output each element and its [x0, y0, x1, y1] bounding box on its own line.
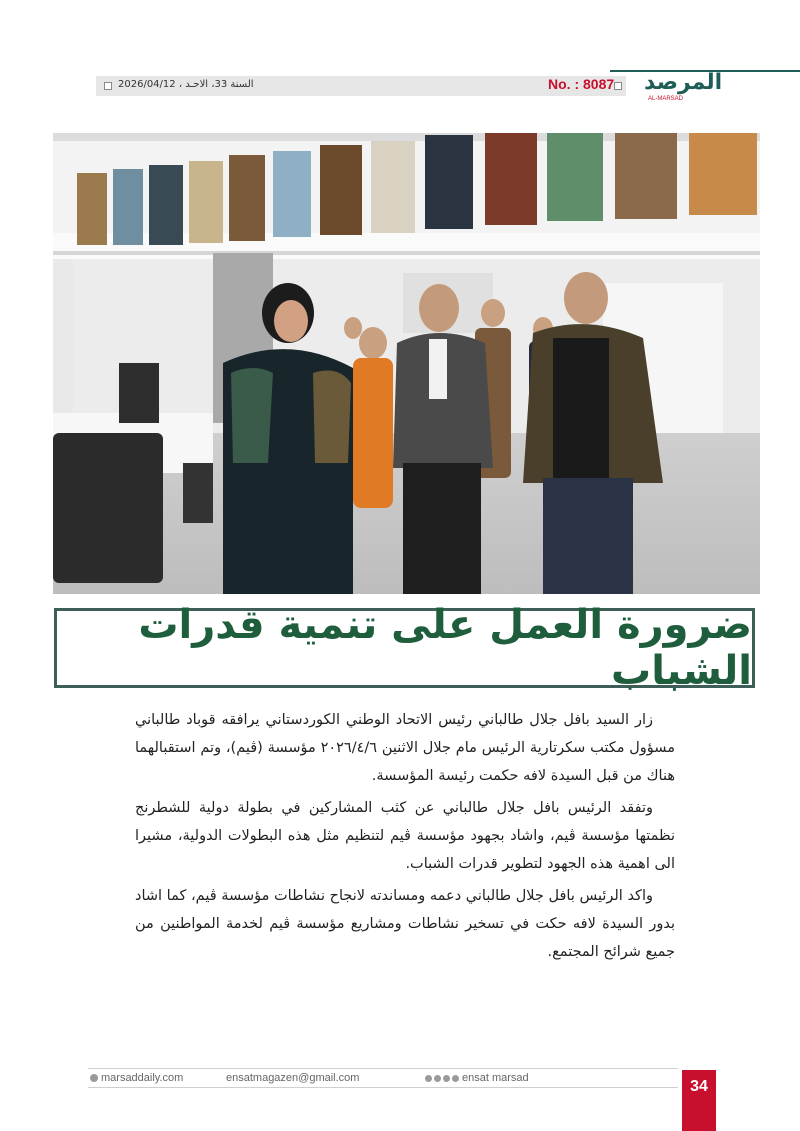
footer-divider-top [88, 1068, 678, 1069]
header-bar [96, 76, 626, 96]
article-paragraph-3: واكد الرئيس بافل جلال طالباني دعمه ومساندته لانجاح نشاطات مؤسسة ڤيم، كما اشاد بدور السيدة لافه حكت في تسخير نشاطات ومشاريع مؤسسة ڤيم لخدمة المواطنين من جميع شرائح المجتمع. [135, 888, 675, 960]
issue-number: No. : 8087 [548, 76, 615, 92]
article-paragraph-1: زار السيد بافل جلال طالباني رئيس الاتحاد الوطني الكوردستاني يرافقه قوباد طالباني مسؤول مكتب سكرتارية الرئيس مام جلال الاثنين ٢٠٢٦/٤/٦ مؤسسة (ڤيم)، وتم استقبالهما هناك من قبل السيدة لافه حكمت رئيسة المؤسسة. [135, 712, 675, 784]
social-handle[interactable]: ensat marsad [462, 1072, 529, 1084]
footer-website[interactable] [90, 1072, 183, 1084]
article-title: ضرورة العمل على تنمية قدرات الشباب [138, 602, 752, 694]
news-photo [53, 133, 760, 594]
twitter-icon [434, 1075, 441, 1082]
logo-subtitle: AL-MARSAD [648, 96, 684, 102]
footer-social[interactable] [425, 1072, 529, 1084]
article-body [135, 706, 675, 970]
email-link[interactable]: ensatmagazen@gmail.com [226, 1072, 360, 1084]
logo: المرصد [644, 70, 723, 95]
page-number: 34 [682, 1070, 716, 1131]
website-link[interactable]: marsaddaily.com [101, 1072, 184, 1084]
globe-icon [90, 1074, 98, 1082]
article-paragraph-2: وتفقد الرئيس بافل جلال طالباني عن كثب المشاركين في بطولة دولية للشطرنج نظمتها مؤسسة ڤيم، واشاد بجهود مؤسسة ڤيم لتنظيم مثل هذه البطولات الدولية، مشيرا الى اهمية هذه الجهود لتطوير قدرات الشباب. [135, 800, 675, 872]
article-title-box [54, 602, 755, 694]
instagram-icon [443, 1075, 450, 1082]
footer-email[interactable] [226, 1072, 359, 1084]
youtube-icon [452, 1075, 459, 1082]
header-date: السنة 33، الاحـد ، 2026/04/12 [118, 79, 254, 90]
facebook-icon [425, 1075, 432, 1082]
header-square-left [104, 82, 112, 90]
header-square-right [614, 82, 622, 90]
footer-divider-bottom [88, 1087, 678, 1088]
photo-illustration [53, 133, 760, 594]
social-icons [425, 1075, 459, 1082]
